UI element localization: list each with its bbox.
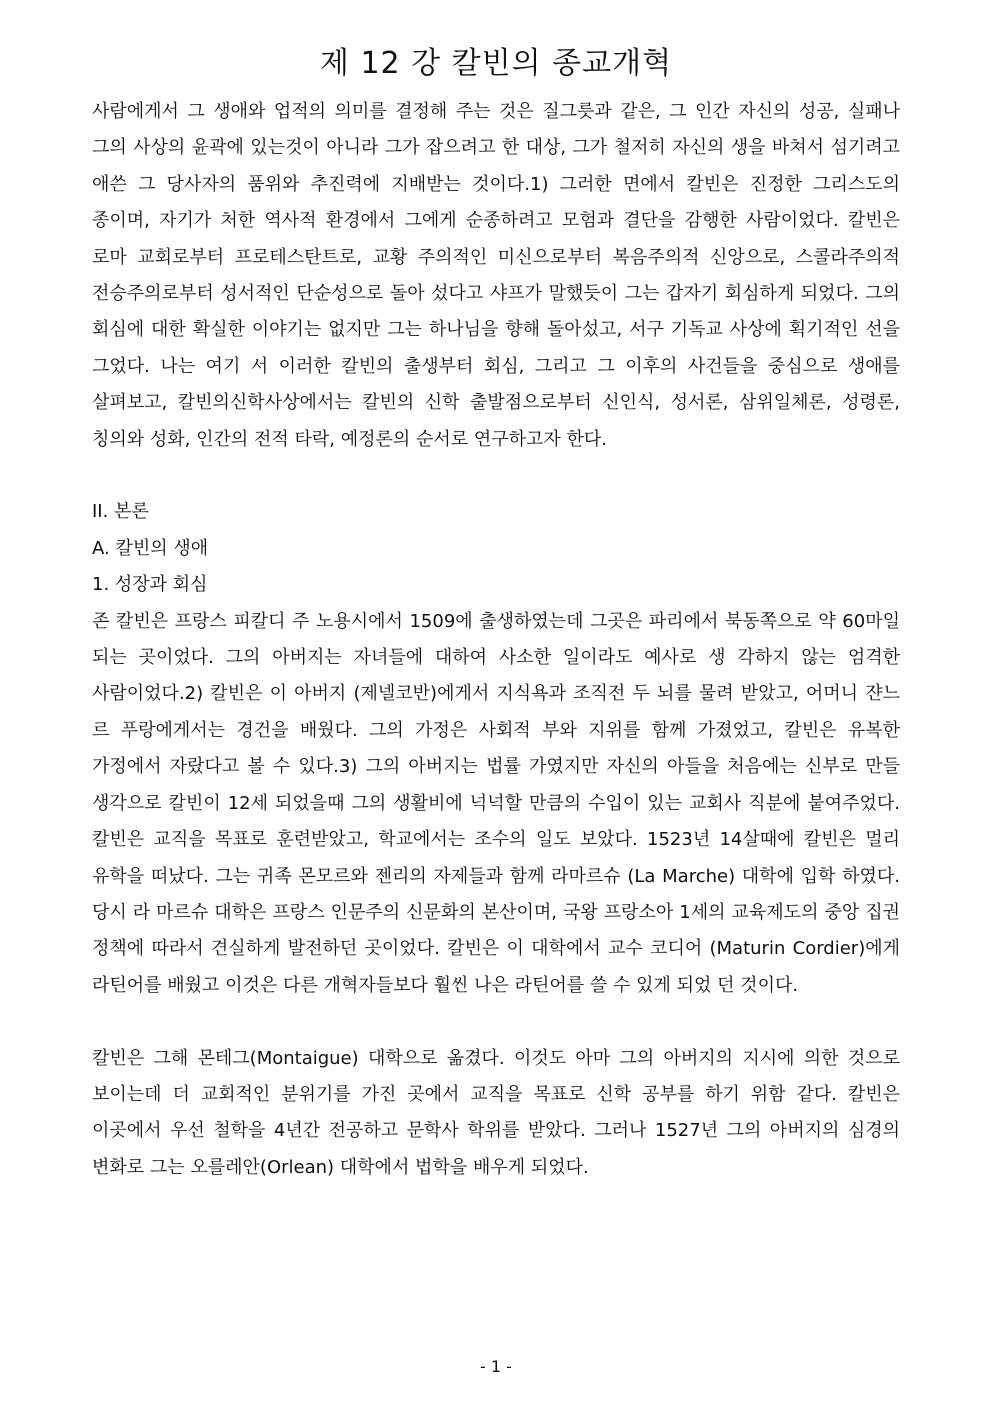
page-number: - 1 - [480, 1357, 512, 1376]
body-paragraph-2: 칼빈은 그해 몬테그(Montaigue) 대학으로 옮겼다. 이것도 아마 그의 아버지의 지시에 의한 것으로 보이는데 더 교회적인 분위기를 가진 곳에서 교직을 목표로 신학 공부를 하기 위함 같다. 칼빈은 이곳에서 우선 철학을 4년간 전공하고 문학사 학위를 받았다. 그러나 1527년 그의 아버지의 심경의 변화로 그는 오를레안(Orlean) 대학에서 법학을 배우게 되었다. [92, 1047, 900, 1178]
intro-paragraph: 사람에게서 그 생애와 업적의 의미를 결정해 주는 것은 질그릇과 같은, 그 인간 자신의 성공, 실패나 그의 사상의 윤곽에 있는것이 아니라 그가 잡으려고 한 대상, 그가 철저히 자신의 생을 바쳐서 섬기려고 애쓴 그 당사자의 품위와 추진력에 지배받는 것이다.1) 그러한 면에서 칼빈은 진정한 그리스도의 종이며, 자기가 처한 역사적 환경에서 그에게 순종하려고 모험과 결단을 감행한 사람이었다. 칼빈은 로마 교회로부터 프로테스탄트로, 교황 주의적인 미신으로부터 복음주의적 신앙으로, 스콜라주의적 전승주의로부터 성서적인 단순성으로 돌아 섰다고 샤프가 말했듯이 그는 갑자기 회심하게 되었다. 그의 회심에 대한 확실한 이야기는 없지만 그는 하나님을 향해 돌아섰고, 서구 기독교 사상에 획기적인 선을 그었다. 나는 여기 서 이러한 칼빈의 출생부터 회심, 그리고 그 이후의 사건들을 중심으로 생애를 살펴보고, 칼빈의신학사상에서는 칼빈의 신학 출발점으로부터 신인식, 성서론, 삼위일체론, 성령론, 칭의와 성화, 인간의 전적 타락, 예정론의 순서로 연구하고자 한다. [92, 101, 900, 450]
section-heading: II. 본론 [92, 501, 149, 523]
document-page [92, 36, 900, 1386]
subsubsection-heading: 1. 성장과 회심 [92, 574, 208, 596]
document-title: 제 12 강 칼빈의 종교개혁 [319, 46, 673, 81]
paragraph-spacer [92, 1004, 900, 1040]
subsection-heading: A. 칼빈의 생애 [92, 537, 209, 559]
paragraph-spacer [92, 458, 900, 494]
body-paragraph-1: 존 칼빈은 프랑스 피칼디 주 노용시에서 1509에 출생하였는데 그곳은 파리에서 북동쪽으로 약 60마일 되는 곳이었다. 그의 아버지는 자녀들에 대하여 사소한 일이라도 예사로 생 각하지 않는 엄격한 사람이었다.2) 칼빈은 이 아버지 (제넬코반)에게서 지식욕과 조직전 두 뇌를 물려 받았고, 어머니 쟌느 르 푸랑에게서는 경건을 배웠다. 그의 가정은 사회적 부와 지위를 함께 가졌었고, 칼빈은 유복한 가정에서 자랐다고 볼 수 있다.3) 그의 아버지는 법률 가였지만 자신의 아들을 처음에는 신부로 만들 생각으로 칼빈이 12세 되었을때 그의 생활비에 넉넉할 만큼의 수입이 있는 교회사 직분에 붙여주었다. 칼빈은 교직을 목표로 훈련받았고, 학교에서는 조수의 일도 보았다. 1523년 14살때에 칼빈은 멀리 유학을 떠났다. 그는 귀족 몬모르와 젠리의 자제들과 함께 라마르슈 (La Marche) 대학에 입학 하였다. 당시 라 마르슈 대학은 프랑스 인문주의 신문화의 본산이며, 국왕 프랑소아 1세의 교육제도의 중앙 집권 정책에 따라서 견실하게 발전하던 곳이었다. 칼빈은 이 대학에서 교수 코디어 (Maturin Cordier)에게 라틴어를 배웠고 이것은 다른 개혁자들보다 훨씬 나은 라틴어를 쓸 수 있게 되었 던 것이다. [92, 610, 900, 996]
